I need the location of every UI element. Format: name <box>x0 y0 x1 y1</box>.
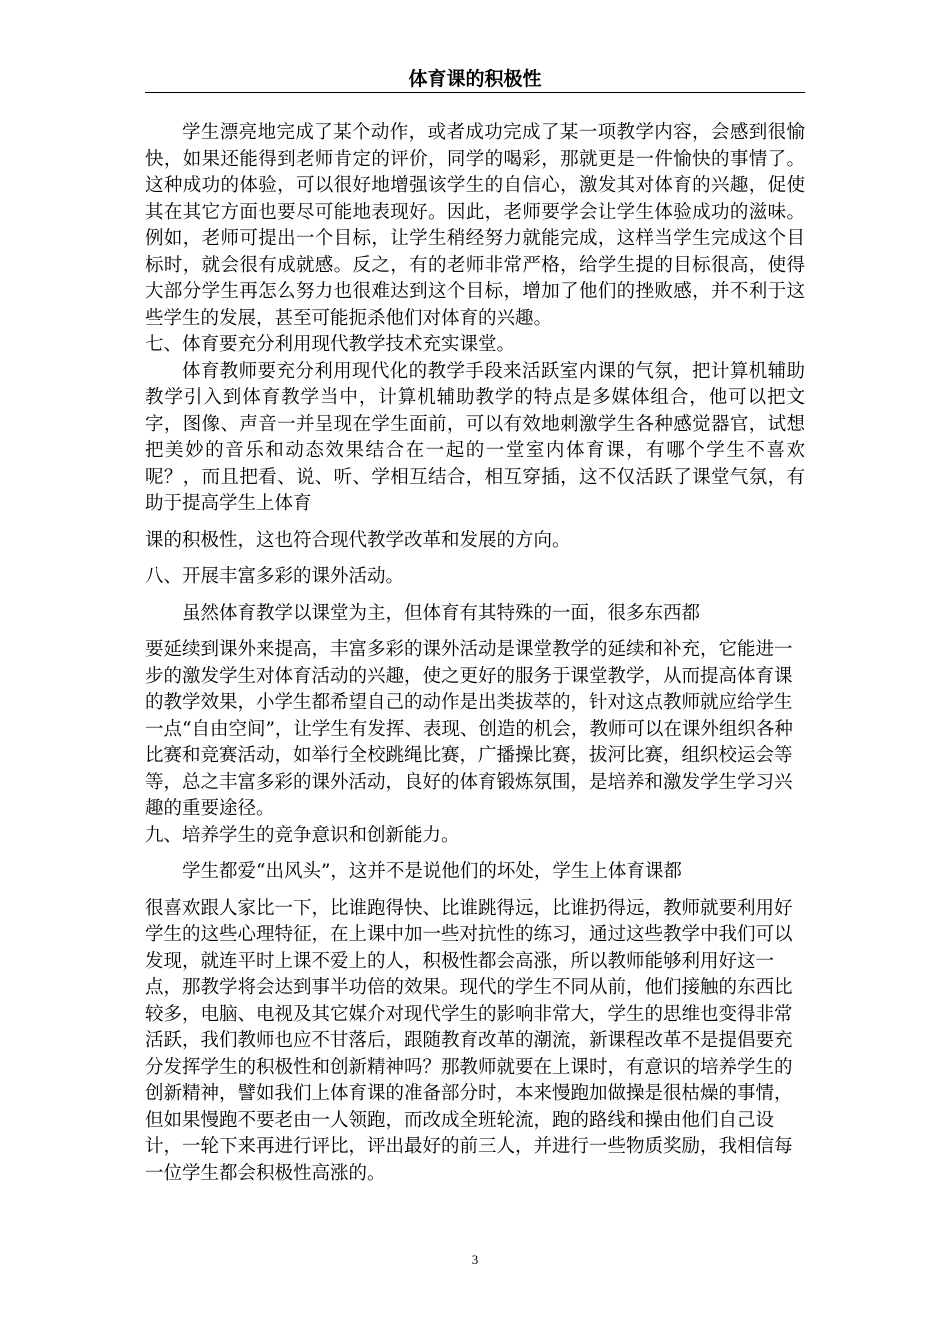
document-body <box>145 120 805 1187</box>
page-number: 3 <box>471 1252 479 1267</box>
paragraph-competition-intro: 学生都爱“出风头”，这并不是说他们的坏处，学生上体育课都 <box>182 861 682 882</box>
page-header-title: 体育课的积极性 <box>408 68 542 90</box>
paragraph-extracurricular-intro: 虽然体育教学以课堂为主，但体育有其特殊的一面，很多东西都 <box>182 602 701 624</box>
paragraph-extracurricular-body: 要延续到课外来提高，丰富多彩的课外活动是课堂教学的延续和补充，它能进一步的激发学生对体育活动的兴趣，使之更好的服务于课堂教学，从而提高体育课的教学效果，小学生都希望自己的动作是出类拔萃的，针对这点教师就应给学生一点“自由空间”，让学生有发挥、表现、创造的机会，教师可以在课外组织各种比赛和竞赛活动，如举行全校跳绳比赛，广播操比赛，拔河比赛，组织校运会等等，总之丰富多彩的课外活动，良好的体育锻炼氛围，是培养和激发学生学习兴趣的重要途径。 <box>145 639 793 819</box>
paragraph-modern-technology-continued: 课的积极性，这也符合现代教学改革和发展的方向。 <box>145 529 571 551</box>
section-heading-7: 七、体育要充分利用现代教学技术充实课堂。 <box>145 334 516 355</box>
paragraph-competition-body: 很喜欢跟人家比一下，比谁跑得快、比谁跳得远，比谁扔得远，教师就要利用好学生的这些心理特征，在上课中加一些对抗性的练习，通过这些教学中我们可以发现，就连平时上课不爱上的人，积极性都会高涨，所以教师能够利用好这一点，那教学将会达到事半功倍的效果。现代的学生不同从前，他们接触的东西比较多，电脑、电视及其它媒介对现代学生的影响非常大，学生的思维也变得非常活跃，我们教师也应不甘落后，跟随教育改革的潮流，新课程改革不是提倡要充分发挥学生的积极性和创新精神吗？那教师就要在上课时，有意识的培养学生的创新精神，譬如我们上体育课的准备部分时，本来慢跑加做操是很枯燥的事情，但如果慢跑不要老由一人领跑，而改成全班轮流，跑的路线和操由他们自己设计，一轮下来再进行评比，评出最好的前三人，并进行一些物质奖励，我相信每一位学生都会积极性高涨的。 <box>145 897 793 1184</box>
section-heading-9: 九、培养学生的竞争意识和创新能力。 <box>145 824 460 846</box>
header-divider <box>145 92 805 93</box>
paragraph-success-experience: 学生漂亮地完成了某个动作，或者成功完成了某一项教学内容，会感到很愉快，如果还能得到老师肯定的评价，同学的喝彩，那就更是一件愉快的事情了。这种成功的体验，可以很好地增强该学生的自信心，激发其对体育的兴趣，促使其在其它方面也要尽可能地表现好。因此，老师要学会让学生体验成功的滋味。例如，老师可提出一个目标，让学生稍经努力就能完成，这样当学生完成这个目标时，就会很有成就感。反之，有的老师非常严格，给学生提的目标很高，使得大部分学生再怎么努力也很难达到这个目标，增加了他们的挫败感，并不利于这些学生的发展，甚至可能扼杀他们对体育的兴趣。 <box>145 122 805 329</box>
section-heading-8: 八、开展丰富多彩的课外活动。 <box>145 566 405 587</box>
paragraph-modern-technology: 体育教师要充分利用现代化的教学手段来活跃室内课的气氛，把计算机辅助教学引入到体育教学当中，计算机辅助教学的特点是多媒体组合，他可以把文字，图像、声音一并呈现在学生面前，可以有效地刺激学生各种感觉器官，试想把美妙的音乐和动态效果结合在一起的一堂室内体育课，有哪个学生不喜欢呢？，而且把看、说、听、学相互结合，相互穿插，这不仅活跃了课堂气氛，有助于提高学生上体育 <box>145 360 805 514</box>
